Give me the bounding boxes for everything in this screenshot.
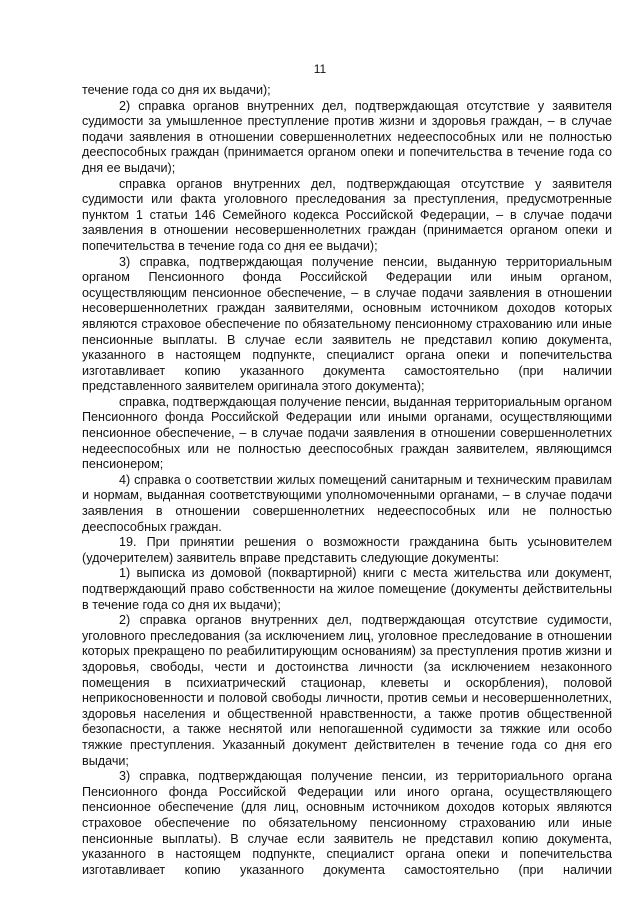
page-number: 11 — [313, 62, 327, 76]
paragraph-police-certificate-minors: справка органов внутренних дел, подтверждающая отсутствие у заявителя судимости или факта уголовного преследования за преступления, предусмотренные пунктом 1 статьи 146 Семейного кодекса Российской Федерации, – в случае подачи заявления в отношении несовершеннолетних граждан (принимается органом опеки и попечительства в течение года со дня ее выдачи); — [82, 176, 612, 253]
paragraph-pension-certificate-adults: справка, подтверждающая получение пенсии, выданная территориальным органом Пенсионного фонда Российской Федерации или иными органами, осуществляющими пенсионное обеспечение, – в случае подачи заявления в отношении совершеннолетних недееспособных или не полностью дееспособных граждан заявителем, являющимся пенсионером; — [82, 394, 612, 472]
paragraph-item-4-housing-certificate: 4) справка о соответствии жилых помещений санитарным и техническим правилам и нормам, выданная соответствующими уполномоченными органами, – в случае подачи заявления в отношении совершеннолетних недееспособных или не полностью дееспособных граждан. — [82, 472, 612, 534]
paragraph-section-19: 19. При принятии решения о возможности гражданина быть усыновителем (удочерителем) заявитель вправе представить следующие документы: — [82, 535, 612, 565]
paragraph-19-item-2-police-certificate: 2) справка органов внутренних дел, подтверждающая отсутствие судимости, уголовного преследования (за исключением лиц, уголовное преследование в отношении которых прекращено по реабилитирующим основаниям) за преступления против жизни и здоровья, свободы, чести и достоинства личности (за исключением незаконного помещения в психиатрический стационар, клеветы и оскорбления), половой неприкосновенности и половой свободы личности, против семьи и несовершеннолетних, здоровья населения и общественной нравственности, а также против общественной безопасности, а также неснятой или непогашенной судимости за тяжкие или особо тяжкие преступления. Указанный документ действителен в течение года со дня его выдачи; — [82, 613, 612, 768]
paragraph-19-item-1-housing-extract: 1) выписка из домовой (поквартирной) книги с места жительства или документ, подтверждающий право собственности на жилое помещение (документы действительны в течение года со дня их выдачи); — [82, 566, 612, 612]
paragraph-item-3-pension-certificate: 3) справка, подтверждающая получение пенсии, выданную территориальным органом Пенсионного фонда Российской Федерации или иным органом, осуществляющим пенсионное обеспечение, – в случае подачи заявления в отношении несовершеннолетних граждан заявителями, основным источником доходов которых являются страховое обеспечение по обязательному пенсионному страхованию или иные пенсионные выплаты. В случае если заявитель не представил копию документа, указанного в настоящем подпункте, специалист органа опеки и попечительства изготавливает копию указанного документа самостоятельно (при наличии представленного заявителем оригинала этого документа); — [82, 254, 612, 394]
paragraph-item-2-police-certificate: 2) справка органов внутренних дел, подтверждающая отсутствие у заявителя судимости за умышленное преступление против жизни и здоровья граждан, – в случае подачи заявления в отношении совершеннолетних недееспособных или не полностью дееспособных граждан (принимается органом опеки и попечительства в течение года со дня ее выдачи); — [82, 98, 612, 175]
document-body — [82, 83, 612, 878]
paragraph-continuation: течение года со дня их выдачи); — [82, 83, 271, 97]
paragraph-19-item-3-pension-certificate: 3) справка, подтверждающая получение пенсии, из территориального органа Пенсионного фонда Российской Федерации или иного органа, осуществляющего пенсионное обеспечение (для лиц, основным источником доходов которых являются страховое обеспечение по обязательному пенсионному страхованию или иные пенсионные выплаты). В случае если заявитель не представил копию документа, указанного в настоящем подпункте, специалист органа опеки и попечительства изготавливает копию указанного документа самостоятельно (при наличии — [82, 769, 612, 877]
